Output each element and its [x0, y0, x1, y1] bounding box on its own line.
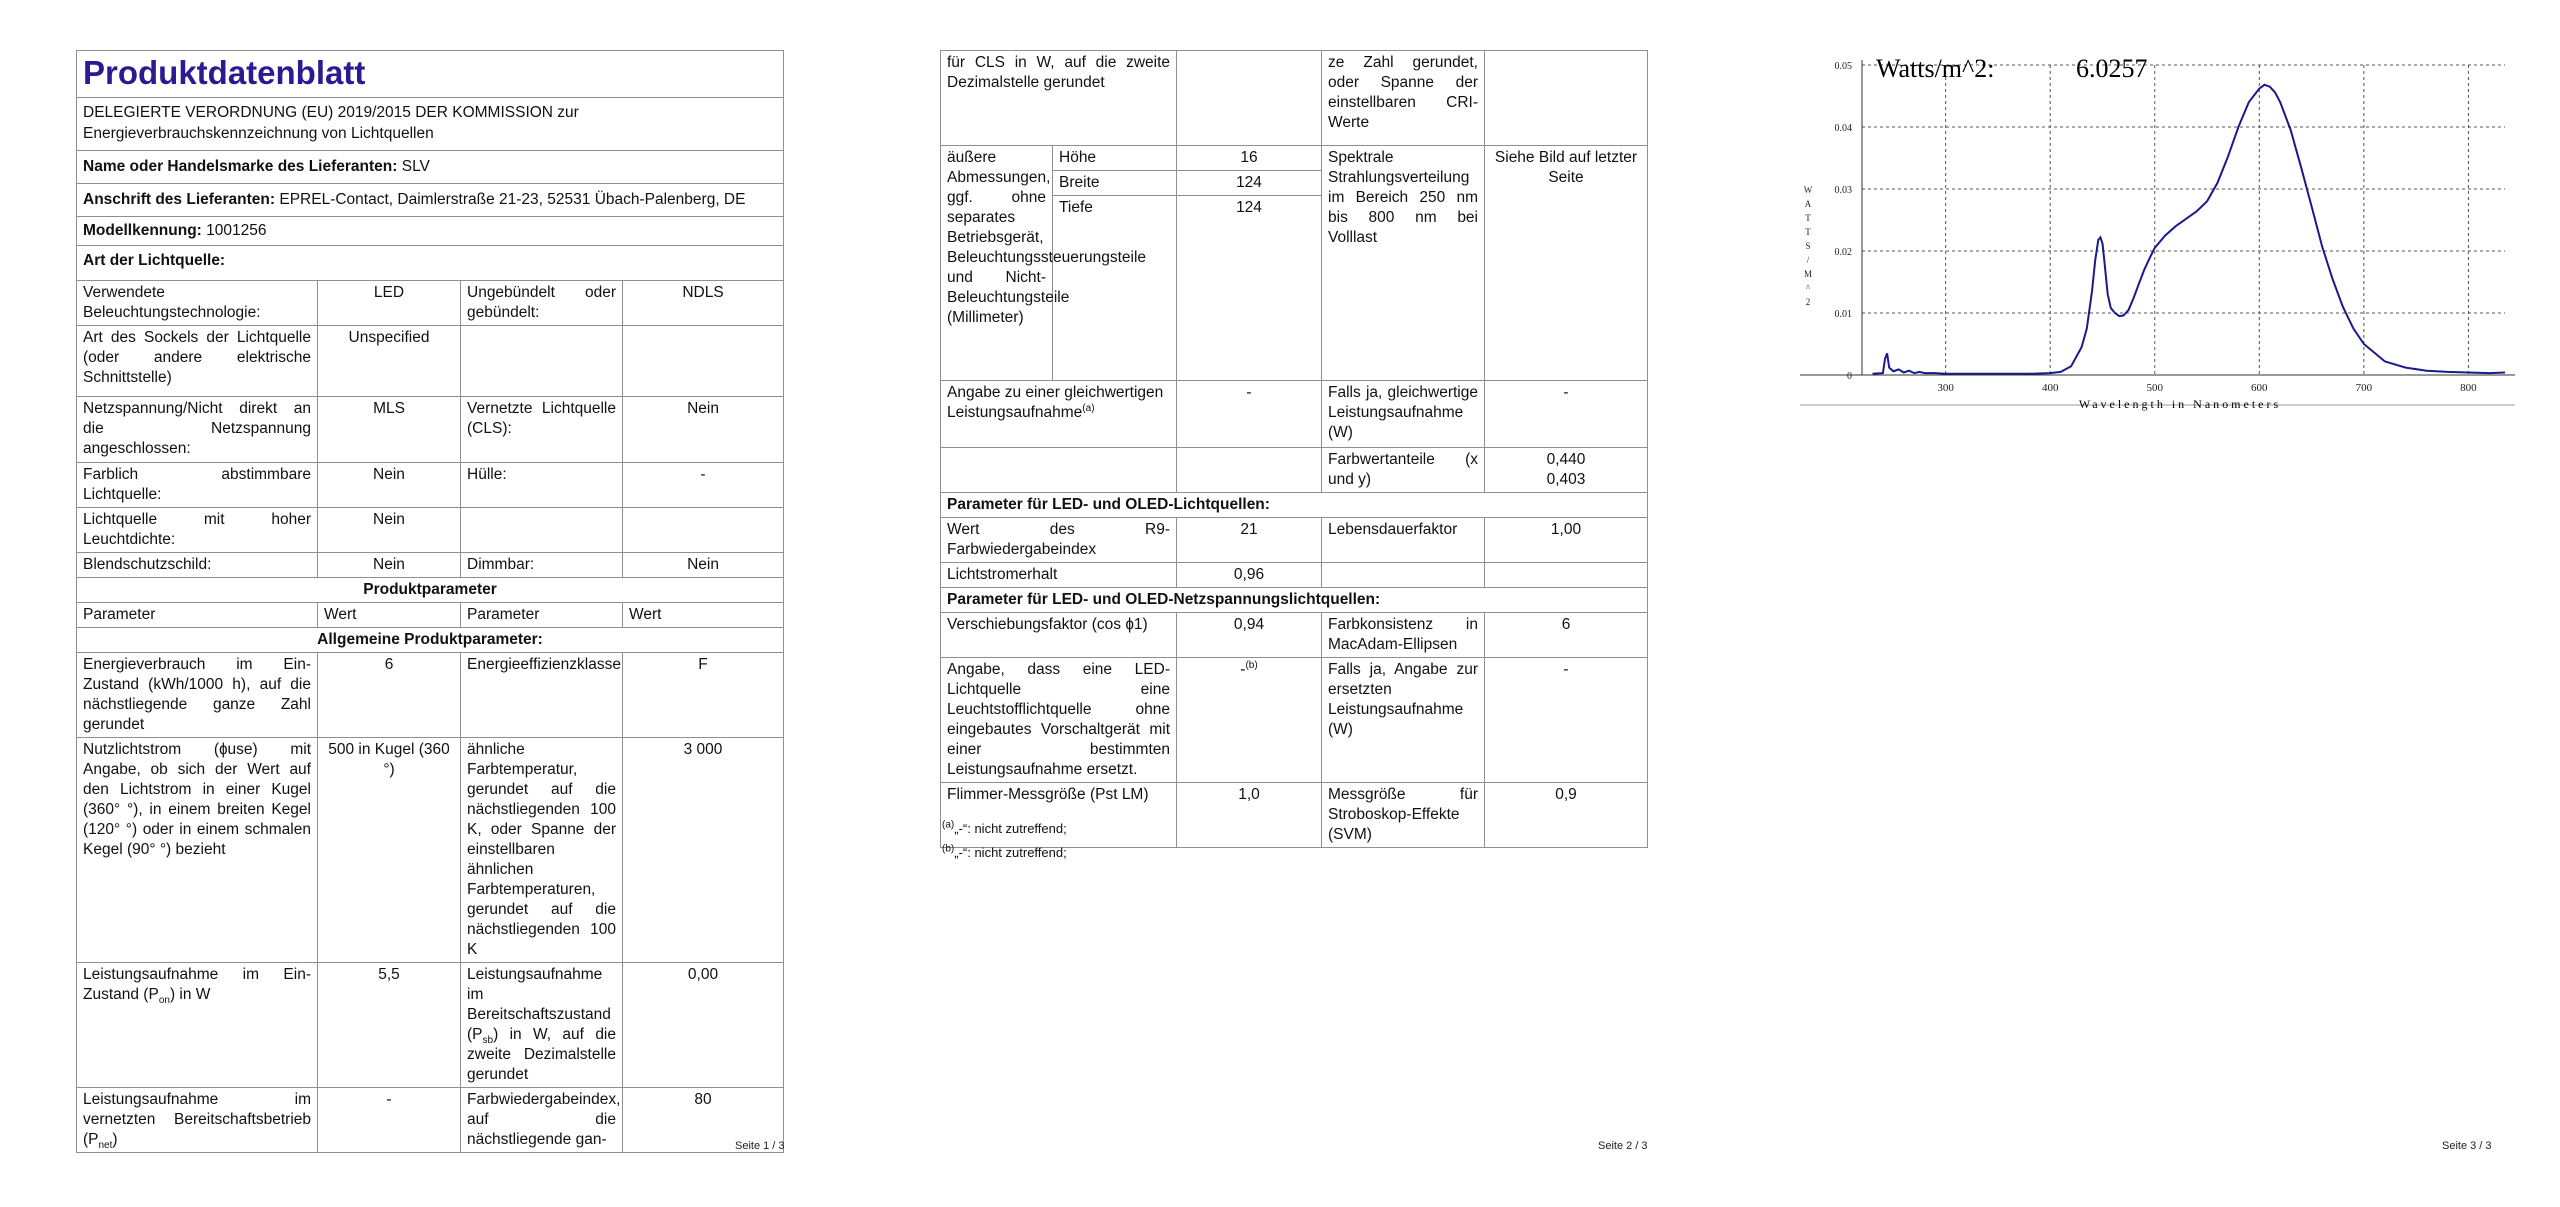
x-tick-label: 500 — [2146, 382, 2163, 394]
chart-axes — [1800, 60, 2515, 405]
x-tick-label: 700 — [2355, 382, 2373, 394]
row-energy-consumption: Energieverbrauch im Ein-Zustand (kWh/1000 h), auf die nächstliegende ganze Zahl gerundet 6 Energieeffizienzklasse F — [77, 653, 784, 738]
x-axis-label: Wavelength in Nanometers — [2078, 397, 2282, 411]
y-axis-label-letter: ^ — [1805, 283, 1811, 293]
x-tick-label: 300 — [1937, 382, 1954, 394]
supplier-label: Name oder Handelsmarke des Lieferanten: — [83, 158, 398, 175]
supplier-value: SLV — [401, 158, 430, 175]
y-tick-label: 0.04 — [1834, 123, 1852, 134]
model-label: Modellkennung: — [83, 222, 202, 239]
page-number: Seite 1 / 3 — [735, 1140, 785, 1152]
row-r9: Wert des R9-Farbwiedergabeindex 21 Lebensdauerfaktor 1,00 — [941, 518, 1648, 563]
page-1 — [0, 0, 860, 1207]
y-axis-label-letter: / — [1806, 255, 1810, 265]
dimensions-label: äußere Abmessungen, ggf. ohne separates Betriebsgerät, Beleuchtungssteuerungsteile und Nicht-Beleuchtungsteile (Millimeter) — [941, 146, 1053, 381]
y-axis-label-letter: S — [1805, 241, 1811, 251]
mains-led-parameters-heading: Parameter für LED- und OLED-Netzspannungslichtquellen: — [941, 588, 1648, 613]
led-parameters-heading: Parameter für LED- und OLED-Lichtquellen: — [941, 493, 1648, 518]
row-mains: Netzspannung/Nicht direkt an die Netzspannung angeschlossen: MLS Vernetzte Lichtquelle (CLS): Nein — [77, 397, 784, 463]
row-technology: Verwendete Beleuchtungstechnologie: LED Ungebündelt oder gebündelt: NDLS — [77, 281, 784, 326]
row-power-on: Leistungsaufnahme im Ein-Zustand $(P_{on})$ in W 5,5 Leistungsaufnahme im Bereitschaftszustand $(P_{sb})$ in W, auf die zweite Dezimalstelle gerundet 0,00 — [77, 963, 784, 1088]
light-source-type-heading: Art der Lichtquelle: — [77, 246, 784, 281]
row-lumen-maintenance: Lichtstromerhalt 0,96 — [941, 563, 1648, 588]
series-line-spectrum — [1873, 85, 2506, 374]
row-flicker: Flimmer-Messgröße (Pst LM) 1,0 Messgröße für Stroboskop-Effekte (SVM) 0,9 — [941, 783, 1648, 848]
row-high-luminance: Lichtquelle mit hoher Leuchtdichte: Nein — [77, 508, 784, 553]
x-tick-label: 400 — [2041, 382, 2059, 394]
general-parameters-heading: Allgemeine Produktparameter: — [77, 628, 784, 653]
row-dimensions-depth: Tiefe 124 — [941, 196, 1648, 381]
spectral-value: Siehe Bild auf letzter Seite — [1485, 146, 1648, 381]
row-led-replacement: Angabe, dass eine LED-Lichtquelle eine Leuchtstofflichtquelle ohne eingebautes Vorschaltgerät mit einer bestimmten Leistungsaufnahme ersetzt. -$^{(b)}$ Falls ja, Angabe zur ersetzten Leistungsaufnahme (W) - — [941, 658, 1648, 783]
row-networked-standby: Leistungsaufnahme im vernetzten Bereitschaftsbetrieb $(P_{net})$ - Farbwiedergabeindex, auf die nächstliegende gan- 80 — [77, 1088, 784, 1153]
row-dimensions-height: äußere Abmessungen, ggf. ohne separates Betriebsgerät, Beleuchtungssteuerungsteile und Nicht-Beleuchtungsteile (Millimeter) Höhe 16 Spektrale Strahlungsverteilung im Bereich 250 nm bis 800 nm bei Volllast Siehe Bild auf letzter Seite — [941, 146, 1648, 171]
row-tunable: Farblich abstimmbare Lichtquelle: Nein Hülle: - — [77, 463, 784, 508]
datasheet-continuation-table — [940, 50, 1648, 848]
page-number: Seite 3 / 3 — [2442, 1140, 2492, 1152]
row-chromaticity: Farbwertanteile (x und y) 0,440 0,403 — [941, 448, 1648, 493]
column-headers: Parameter Wert Parameter Wert — [77, 603, 784, 628]
y-axis-label-letter: A — [1804, 199, 1812, 209]
address-value: EPREL-Contact, Daimlerstraße 21-23, 52531 Übach-Palenberg, DE — [279, 191, 746, 208]
x-tick-label: 800 — [2460, 382, 2477, 394]
row-displacement-factor: Verschiebungsfaktor (cos ɸ1) 0,94 Farbkonsistenz in MacAdam-Ellipsen 6 — [941, 613, 1648, 658]
page-number: Seite 2 / 3 — [1598, 1140, 1648, 1152]
document-title: Produktdatenblatt — [77, 51, 784, 98]
y-axis-label-letter: 2 — [1805, 297, 1811, 307]
y-axis-label-letter: M — [1803, 269, 1813, 279]
footnote-b: $^{(b)}$„-“: nicht zutreffend; — [942, 843, 1067, 860]
model-value: 1001256 — [206, 222, 267, 239]
chart-total-value: 6.0257 — [2076, 54, 2148, 83]
y-tick-label: 0.05 — [1834, 61, 1852, 72]
spectral-distribution-chart — [1800, 40, 2520, 410]
y-axis-label — [1804, 185, 1813, 307]
page-2 — [860, 0, 1720, 1207]
row-equivalent-power: Angabe zu einer gleichwertigen Leistungsaufnahme$^{(a)}$ - Falls ja, gleichwertige Leistungsaufnahme (W) - — [941, 381, 1648, 448]
x-tick-label: 600 — [2251, 382, 2268, 394]
address-label: Anschrift des Lieferanten: — [83, 191, 276, 208]
y-axis-label-letter: T — [1805, 213, 1811, 223]
page-3 — [1720, 0, 2560, 1207]
chart-ticks — [1835, 61, 2478, 394]
y-axis-label-letter: T — [1805, 227, 1811, 237]
y-tick-label: 0.01 — [1834, 309, 1852, 320]
y-tick-label: 0.02 — [1834, 247, 1852, 258]
chart-title: Watts/m^2: — [1876, 54, 1995, 83]
y-axis-label-letter: W — [1803, 185, 1813, 195]
row-dimensions-width: Breite 124 — [941, 171, 1648, 196]
y-tick-label: 0.03 — [1834, 185, 1852, 196]
row-luminous-flux: Nutzlichtstrom (ɸuse) mit Angabe, ob sich der Wert auf den Lichtstrom in einer Kugel (360° °), in einem breiten Kegel (120° °) oder in einem schmalen Kegel (90° °) bezieht 500 in Kugel (360 °) ähnliche Farbtemperatur, gerundet auf die nächstliegenden 100 K, oder Spanne der einstellbaren ähnlichen Farbtemperaturen, gerundet auf die nächstliegenden 100 K 3 000 — [77, 738, 784, 963]
product-datasheet-table — [76, 50, 784, 1153]
product-parameters-heading: Produktparameter — [77, 578, 784, 603]
row-glare-shield: Blendschutzschild: Nein Dimmbar: Nein — [77, 553, 784, 578]
spectral-label: Spektrale Strahlungsverteilung im Bereich 250 nm bis 800 nm bei Volllast — [1322, 146, 1485, 381]
row-continuation: für CLS in W, auf die zweite Dezimalstelle gerundet ze Zahl gerundet, oder Spanne der einstellbaren CRI-Werte — [941, 51, 1648, 146]
regulation-text: DELEGIERTE VERORDNUNG (EU) 2019/2015 DER KOMMISSION zur Energieverbrauchskennzeichnung von Lichtquellen — [77, 98, 784, 151]
row-socket: Art des Sockels der Lichtquelle (oder andere elektrische Schnittstelle) Unspecified — [77, 326, 784, 397]
footnote-a: $^{(a)}$„-“: nicht zutreffend; — [942, 819, 1067, 836]
y-tick-label: 0 — [1847, 371, 1852, 382]
